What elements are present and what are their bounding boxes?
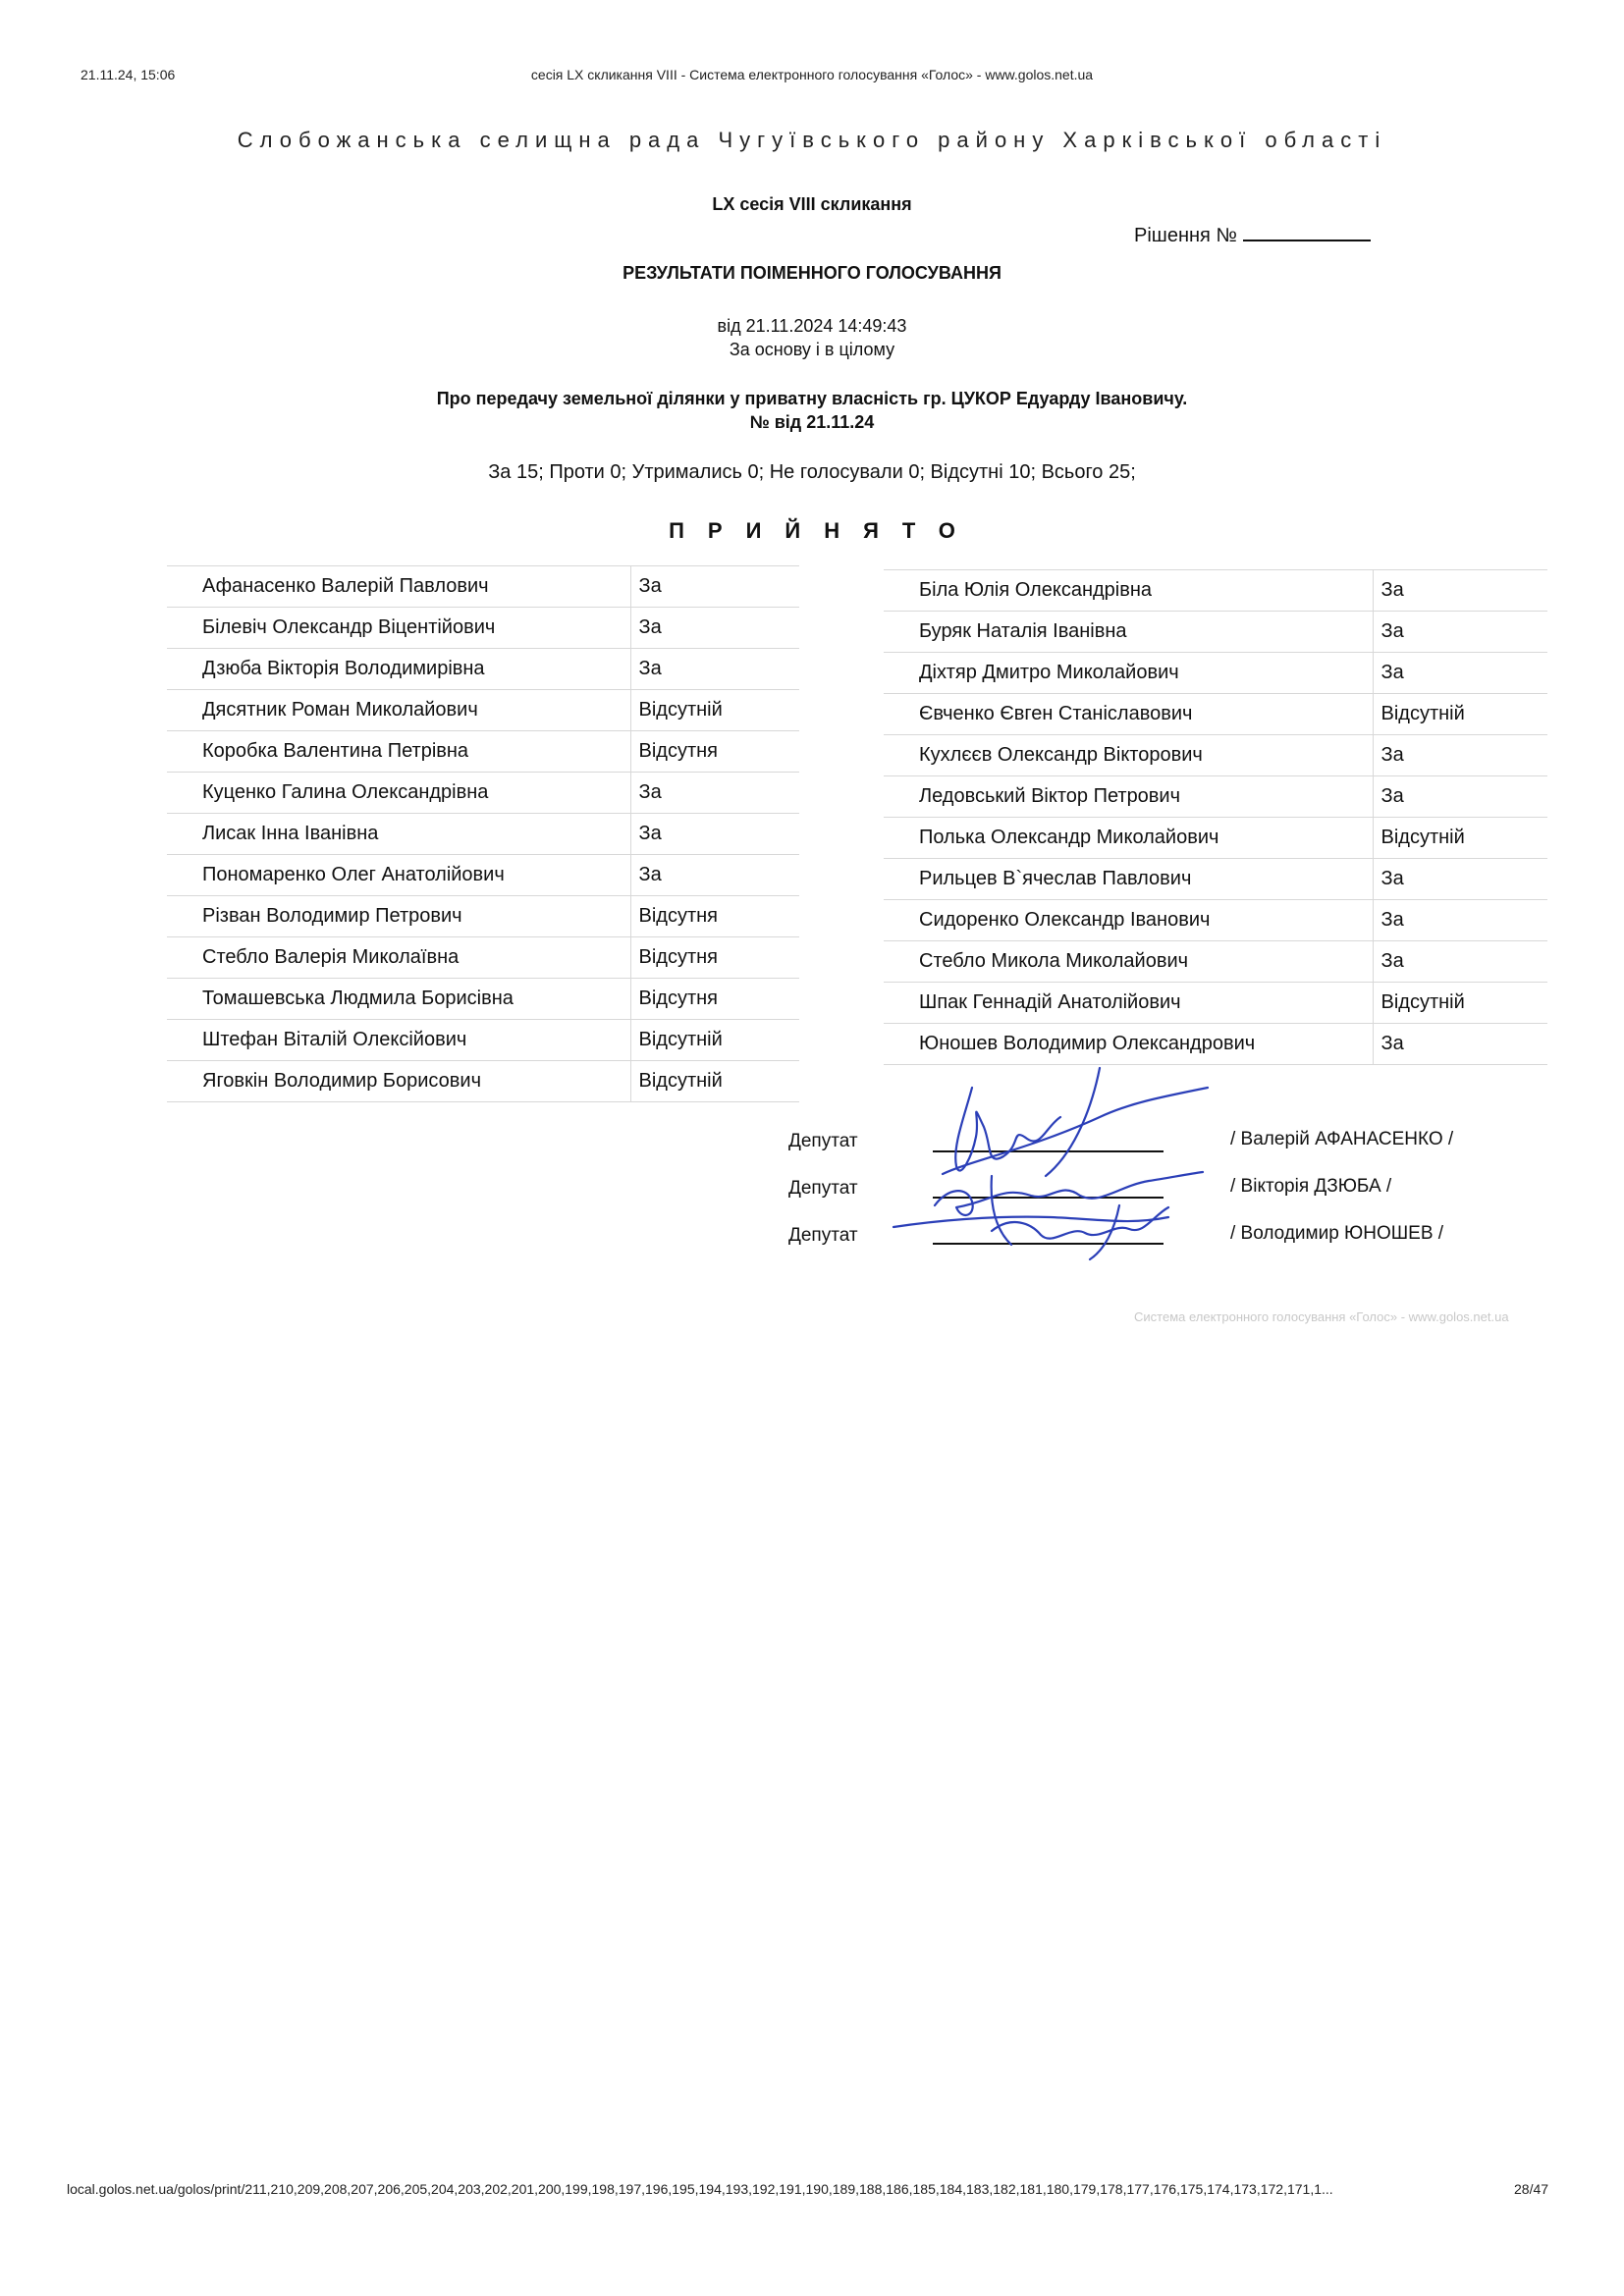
decision-number [1134, 224, 1371, 247]
deputy-name: Біла Юлія Олександрівна [884, 570, 1373, 612]
signature-name: / Володимир ЮНОШЕВ / [1230, 1223, 1444, 1244]
deputy-vote: За [630, 649, 799, 690]
deputy-name: Стебло Микола Миколайович [884, 941, 1373, 983]
vote-row [167, 896, 799, 937]
results-title: РЕЗУЛЬТАТИ ПОІМЕННОГО ГОЛОСУВАННЯ [623, 263, 1001, 283]
vote-row [167, 773, 799, 814]
vote-row [884, 983, 1547, 1024]
vote-row [884, 653, 1547, 694]
deputy-vote: Відсутній [630, 1020, 799, 1061]
vote-row [167, 690, 799, 731]
deputy-vote: За [630, 566, 799, 608]
deputy-vote: Відсутній [1373, 818, 1547, 859]
deputy-vote: За [1373, 653, 1547, 694]
signature-name: / Вікторія ДЗЮБА / [1230, 1176, 1392, 1197]
deputy-vote: За [1373, 776, 1547, 818]
votes-table-left [167, 565, 799, 1102]
vote-row [884, 776, 1547, 818]
deputy-name: Діхтяр Дмитро Миколайович [884, 653, 1373, 694]
deputy-vote: За [1373, 900, 1547, 941]
deputy-vote: Відсутній [1373, 694, 1547, 735]
deputy-name: Рильцев В`ячеслав Павлович [884, 859, 1373, 900]
deputy-vote: За [1373, 859, 1547, 900]
deputy-name: Сидоренко Олександр Іванович [884, 900, 1373, 941]
deputy-vote: За [1373, 570, 1547, 612]
deputy-name: Яговкін Володимир Борисович [167, 1061, 630, 1102]
vote-row [167, 937, 799, 979]
vote-row [167, 814, 799, 855]
votes-table-right [884, 569, 1547, 1065]
vote-summary: За 15; Проти 0; Утримались 0; Не голосували 0; Відсутні 10; Всього 25; [488, 461, 1136, 483]
deputy-name: Кухлєєв Олександр Вікторович [884, 735, 1373, 776]
handwritten-signatures [874, 1058, 1247, 1264]
deputy-vote: Відсутня [630, 937, 799, 979]
deputy-name: Юношев Володимир Олександрович [884, 1024, 1373, 1065]
vote-row [884, 612, 1547, 653]
print-title: сесія LX скликання VIII - Система електронного голосування «Голос» - www.golos.net.ua [530, 67, 1094, 82]
vote-row [167, 649, 799, 690]
deputy-vote: За [630, 773, 799, 814]
deputy-name: Ледовський Віктор Петрович [884, 776, 1373, 818]
deputy-vote: За [1373, 1024, 1547, 1065]
deputy-vote: Відсутній [630, 690, 799, 731]
deputy-name: Стебло Валерія Миколаївна [167, 937, 630, 979]
deputy-name: Коробка Валентина Петрівна [167, 731, 630, 773]
deputy-vote: За [630, 608, 799, 649]
print-url: local.golos.net.ua/golos/print/211,210,209,208,207,206,205,204,203,202,201,200,199,198,197,196,195,194,193,192,191,190,189,188,186,185,184,183,182,181,180,179,178,177,176,175,174,173,172,171,1... [67, 2181, 1333, 2197]
deputy-name: Євченко Євген Станіславович [884, 694, 1373, 735]
vote-subject: Про передачу земельної ділянки у приватну власність гр. ЦУКОР Едуарду Івановичу. [436, 389, 1188, 408]
vote-row [884, 570, 1547, 612]
page-number: 28/47 [1514, 2181, 1549, 2197]
vote-row [884, 694, 1547, 735]
deputy-vote: Відсутній [1373, 983, 1547, 1024]
deputy-name: Штефан Віталій Олексійович [167, 1020, 630, 1061]
deputy-name: Лисак Інна Іванівна [167, 814, 630, 855]
deputy-name: Дясятник Роман Миколайович [167, 690, 630, 731]
print-datetime: 21.11.24, 15:06 [81, 67, 176, 82]
deputy-name: Полька Олександр Миколайович [884, 818, 1373, 859]
deputy-name: Шпак Геннадій Анатолійович [884, 983, 1373, 1024]
deputy-name: Афанасенко Валерій Павлович [167, 566, 630, 608]
vote-mode: За основу і в цілому [729, 340, 895, 359]
council-name: Слобожанська селищна рада Чугуївського району Харківської області [237, 128, 1387, 152]
deputy-vote: За [1373, 941, 1547, 983]
vote-row [884, 818, 1547, 859]
signature-name: / Валерій АФАНАСЕНКО / [1230, 1129, 1454, 1149]
deputy-vote: Відсутній [630, 1061, 799, 1102]
deputy-vote: За [630, 855, 799, 896]
deputy-vote: Відсутня [630, 979, 799, 1020]
decision-blank-line [1243, 224, 1371, 241]
vote-row [167, 855, 799, 896]
deputy-name: Томашевська Людмила Борисівна [167, 979, 630, 1020]
deputy-vote: За [1373, 735, 1547, 776]
vote-row [167, 731, 799, 773]
vote-row [167, 1061, 799, 1102]
signature-role: Депутат [788, 1178, 858, 1199]
result-status: ПРИЙНЯТО [669, 518, 979, 543]
decision-label: Рішення № [1134, 225, 1237, 246]
deputy-vote: Відсутня [630, 896, 799, 937]
vote-row [884, 900, 1547, 941]
vote-row [884, 941, 1547, 983]
footer-watermark: Система електронного голосування «Голос» - www.golos.net.ua [1134, 1309, 1509, 1324]
vote-row [884, 735, 1547, 776]
deputy-name: Білевіч Олександр Віцентійович [167, 608, 630, 649]
deputy-vote: За [630, 814, 799, 855]
signature-role: Депутат [788, 1131, 858, 1151]
deputy-name: Різван Володимир Петрович [167, 896, 630, 937]
signature-role: Депутат [788, 1225, 858, 1246]
vote-row [167, 1020, 799, 1061]
session-title: LX сесія VIII скликання [712, 194, 912, 214]
vote-row [167, 608, 799, 649]
decision-ref-number: № від 21.11.24 [749, 412, 875, 432]
deputy-name: Куценко Галина Олександрівна [167, 773, 630, 814]
deputy-vote: За [1373, 612, 1547, 653]
deputy-name: Дзюба Вікторія Володимирівна [167, 649, 630, 690]
vote-row [167, 979, 799, 1020]
vote-datetime: від 21.11.2024 14:49:43 [717, 316, 907, 336]
deputy-name: Буряк Наталія Іванівна [884, 612, 1373, 653]
vote-row [884, 859, 1547, 900]
deputy-vote: Відсутня [630, 731, 799, 773]
deputy-name: Пономаренко Олег Анатолійович [167, 855, 630, 896]
vote-row [167, 566, 799, 608]
